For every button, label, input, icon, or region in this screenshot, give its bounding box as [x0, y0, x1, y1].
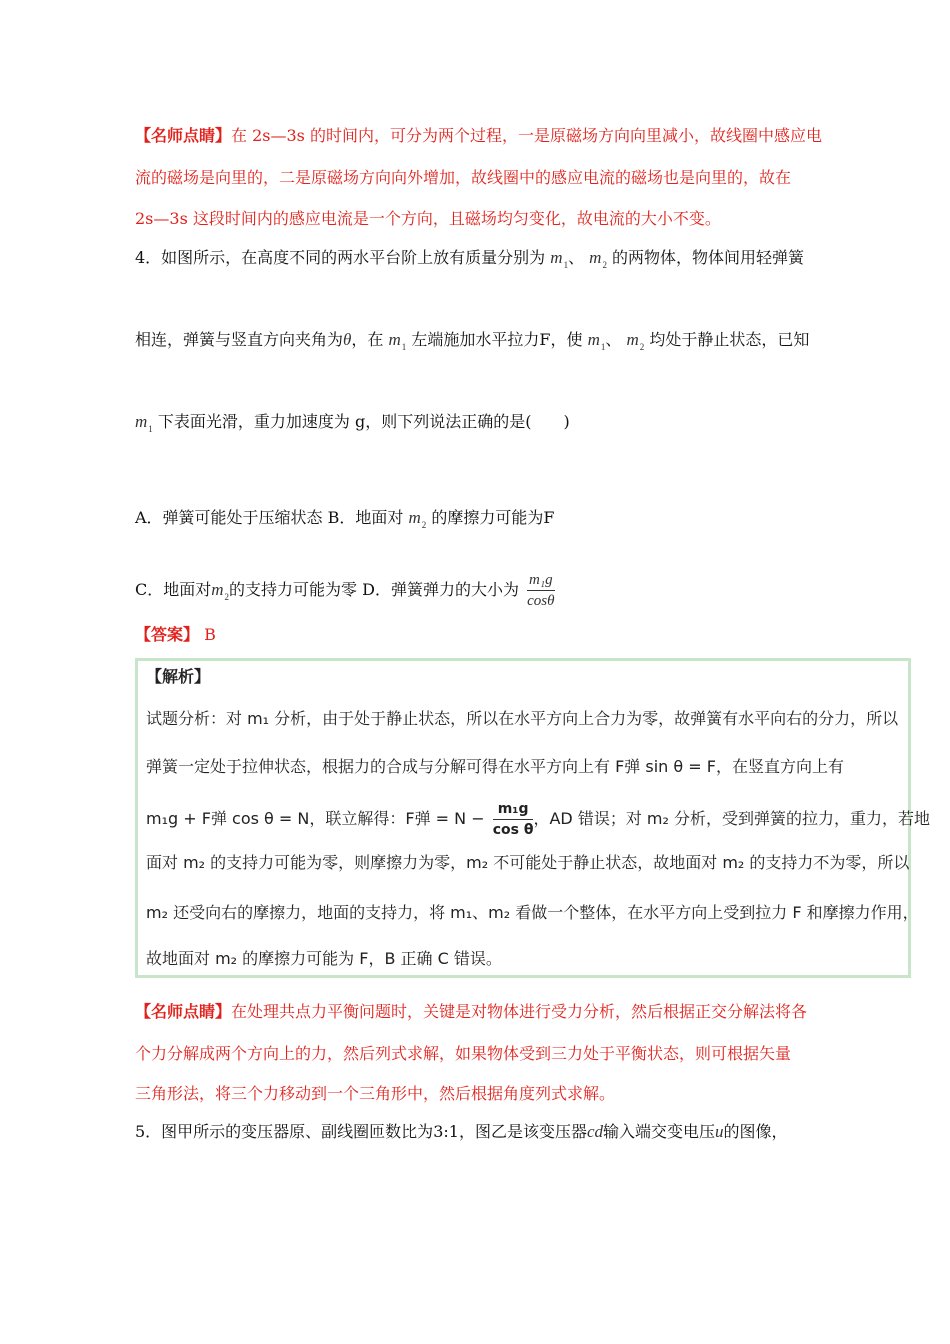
m1-symbol: $m_1$ — [587, 330, 606, 352]
note2-line3: 三角形法，将三个力移动到一个三角形中，然后根据角度列式求解。 — [135, 1084, 616, 1103]
answer-value: B — [204, 625, 216, 644]
answer-tag: 【答案】 — [135, 625, 200, 644]
note1-line2: 流的磁场是向里的，二是原磁场方向向外增加，故线圈中的感应电流的磁场也是向里的，故在 — [135, 168, 792, 187]
m1-symbol: $m_1$ — [388, 330, 407, 352]
q4-line3: $m_1$ 下表面光滑，重力加速度为 g，则下列说法正确的是( ) — [135, 412, 570, 434]
analysis-line1: 试题分析：对 m₁ 分析，由于处于静止状态，所以在水平方向上合力为零，故弹簧有水平向右的分力，所以 — [146, 709, 899, 728]
note1-line3: 2s—3s 这段时间内的感应电流是一个方向，且磁场均匀变化，故电流的大小不变。 — [135, 209, 721, 228]
m2-symbol: $m_2$ — [408, 508, 427, 530]
q4-line2: 相连，弹簧与竖直方向夹角为θ，在 $m_1$ 左端施加水平拉力F，使 $m_1$、 $m_2$ 均处于静止状态，已知 — [135, 330, 810, 352]
m2-symbol: $m_2$ — [211, 580, 230, 602]
note2-tag: 【名师点睛】 — [135, 1002, 232, 1021]
spring-force-fraction: $\frac{\text{m₁g}}{\cos\theta}$ — [527, 571, 555, 609]
turns-ratio: 3:1 — [433, 1122, 459, 1141]
analysis-fraction: $\frac{\text{m₁g}}{\text{cos θ}}$ — [492, 800, 534, 838]
note1-tag: 【名师点睛】 — [135, 126, 232, 145]
note2-line2: 个力分解成两个方向上的力，然后列式求解，如果物体受到三力处于平衡状态，则可根据矢量 — [135, 1044, 792, 1063]
analysis-line5: m₂ 还受向右的摩擦力，地面的支持力，将 m₁、m₂ 看做一个整体，在水平方向上受到拉力 F 和摩擦力作用， — [146, 903, 919, 922]
u-symbol: u — [715, 1122, 724, 1141]
analysis-line2: 弹簧一定处于拉伸状态，根据力的合成与分解可得在水平方向上有 F弹 sin θ = F，在竖直方向上有 — [146, 757, 844, 776]
note1-line1: 【名师点睛】在 2s—3s 的时间内，可分为两个过程，一是原磁场方向向里减小，故线圈中感应电 — [135, 126, 822, 145]
analysis-line6: 故地面对 m₂ 的摩擦力可能为 F，B 正确 C 错误。 — [146, 949, 502, 968]
m1-symbol: $m_1$ — [135, 412, 153, 434]
analysis-line3: m₁g + F弹 cos θ = N，联立解得：F弹 = N − $\frac{\text{m₁g}}{\text{cos θ}}$ ，AD 错误；对 m₂ 分析，受到弹簧的拉力，重力，若地 — [146, 800, 930, 838]
m2-symbol: $m_2$ — [626, 330, 645, 352]
analysis-box — [135, 658, 930, 978]
m1-symbol: $m_1$ — [550, 248, 569, 270]
q4-options-ab: A．弹簧可能处于压缩状态 B．地面对 $m_2$ 的摩擦力可能为F — [135, 508, 555, 530]
q4-options-cd: C．地面对$m_2$的支持力可能为零 D．弹簧弹力的大小为 $\frac{\text{m₁g}}{\cos\theta}$ — [135, 571, 555, 609]
cd-symbol: cd — [586, 1122, 603, 1141]
theta-symbol: θ — [343, 330, 352, 349]
answer-line — [135, 623, 216, 647]
q5-line1: 5．图甲所示的变压器原、副线圈匝数比为3:1，图乙是该变压器cd输入端交变电压u的图像， — [135, 1122, 788, 1141]
q4-line1: 4．如图所示，在高度不同的两水平台阶上放有质量分别为 $m_1$、 $m_2$ 的两物体，物体间用轻弹簧 — [135, 248, 805, 270]
note2-line1: 【名师点睛】在处理共点力平衡问题时，关键是对物体进行受力分析，然后根据正交分解法将各 — [135, 1002, 808, 1021]
m2-symbol: $m_2$ — [589, 248, 607, 270]
analysis-line4: 面对 m₂ 的支持力可能为零，则摩擦力为零，m₂ 不可能处于静止状态，故地面对 m₂ 的支持力不为零，所以 — [146, 853, 910, 872]
analysis-heading: 【解析】 — [146, 667, 211, 686]
